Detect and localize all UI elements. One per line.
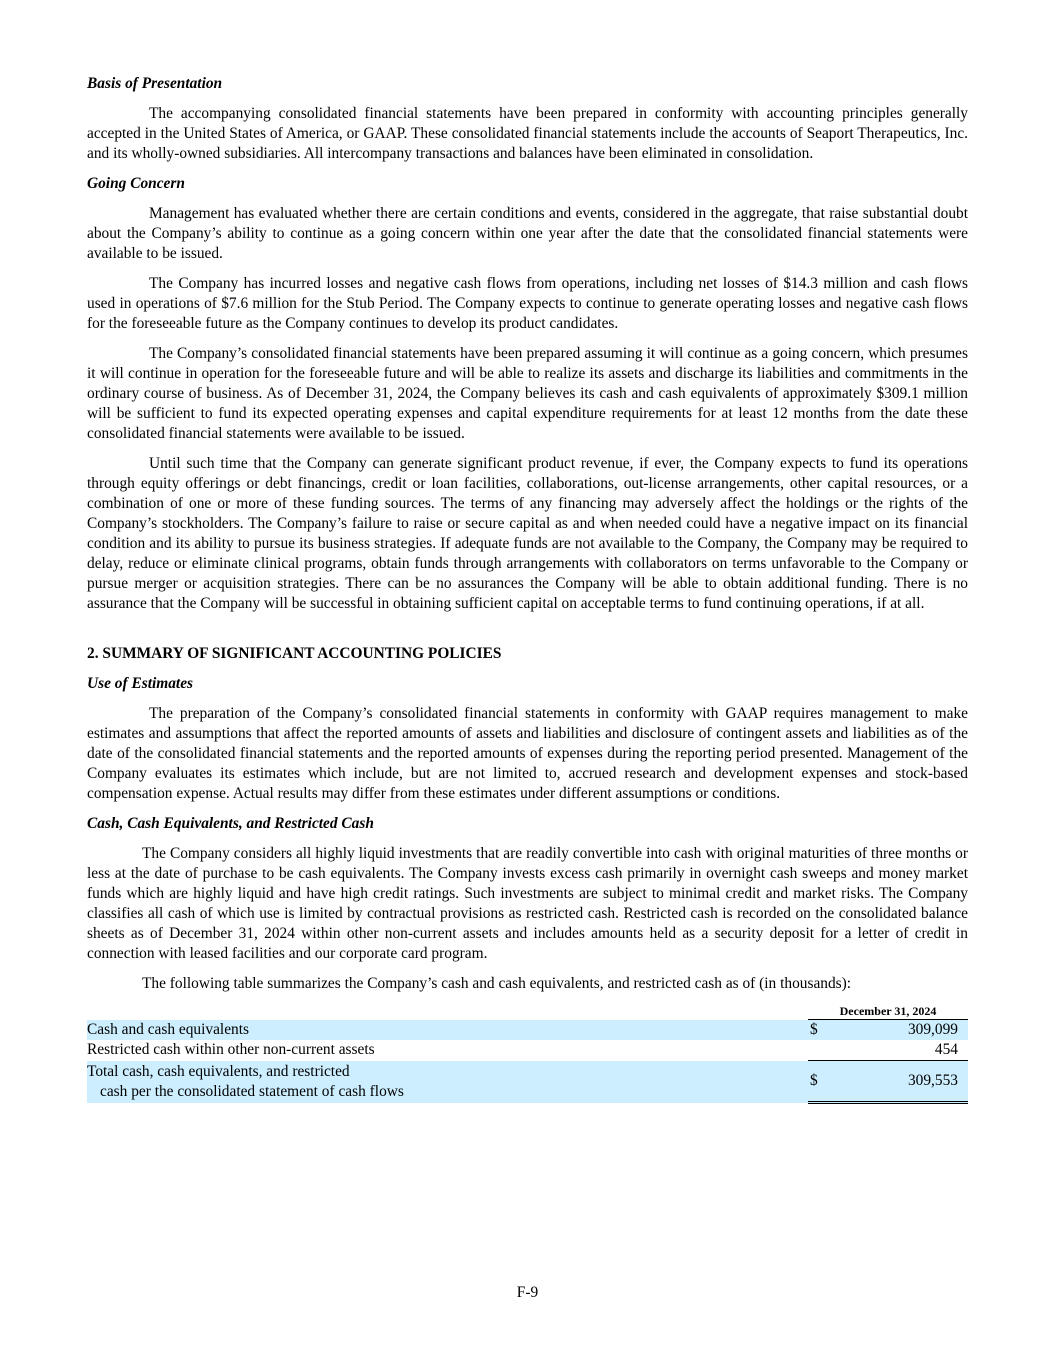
table-row — [87, 1061, 968, 1103]
row-value-restricted-cash: 454 — [830, 1040, 968, 1061]
table-header-row — [87, 1004, 968, 1020]
row-label-total-cash — [87, 1061, 808, 1103]
row-label-cash-equivalents: Cash and cash equivalents — [87, 1020, 808, 1041]
use-of-estimates-paragraph: The preparation of the Company’s consolidated financial statements in conformity with GAAP requires management to make estimates and assumptions that affect the reported amounts of assets and liabilities and disclosure of contingent assets and liabilities as of the date of the consolidated financial statements and the reported amounts of expenses during the reporting period presented. Management of the Company evaluates its estimates which include, but are not limited to, accrued research and development expenses and stock-based compensation expense. Actual results may differ from these estimates under different assumptions or conditions. — [87, 705, 968, 802]
row-label-total-line-1: Total cash, cash equivalents, and restricted — [87, 1062, 350, 1080]
cash-paragraph-1: The Company considers all highly liquid investments that are readily convertible into cash with original maturities of three months or less at the date of purchase to be cash equivalents. The Company invests excess cash primarily in overnight cash sweeps and money market funds which are highly liquid and have high credit ratings. Such investments are subject to minimal credit and market risks. The Company classifies all cash of which use is limited by contractual provisions as restricted cash. Restricted cash is recorded on the consolidated balance sheets as of December 31, 2024 within other non-current assets and includes amounts held as a security deposit for a letter of credit in connection with leased facilities and our corporate card program. — [87, 845, 968, 962]
row-value-cash-equivalents: 309,099 — [830, 1020, 968, 1041]
basis-paragraph: The accompanying consolidated financial statements have been prepared in conformity with accounting principles generally accepted in the United States of America, or GAAP. These consolidated financial statements include the accounts of Seaport Therapeutics, Inc. and its wholly-owned subsidiaries. All intercompany transactions and balances have been eliminated in consolidation. — [87, 105, 968, 162]
row-label-total-line-2: cash per the consolidated statement of cash flows — [100, 1082, 404, 1100]
cash-heading: Cash, Cash Equivalents, and Restricted Cash — [87, 815, 374, 832]
page-number: F-9 — [516, 1284, 539, 1301]
going-concern-heading: Going Concern — [87, 175, 185, 192]
cash-summary-table — [87, 1004, 968, 1104]
currency-symbol: $ — [808, 1020, 830, 1041]
going-concern-paragraph-4: Until such time that the Company can generate significant product revenue, if ever, the Company expects to fund its operations through equity offerings or debt financings, credit or loan facilities, collaborations, out-license arrangements, other capital resources, or a combination of one or more of these funding sources. The terms of any financing may adversely affect the holdings or the rights of the Company’s stockholders. The Company’s failure to raise or secure capital as and when needed could have a negative impact on its financial condition and its ability to pursue its business strategies. If adequate funds are not available to the Company, the Company may be required to delay, reduce or eliminate clinical programs, obtain funds through arrangements with collaborators on terms unfavorable to the Company or pursue merger or acquisition strategies. There can be no assurances the Company will be able to obtain additional funding. There is no assurance that the Company will be successful in obtaining sufficient capital on acceptable terms to fund continuing operations, if at all. — [87, 455, 968, 612]
basis-heading: Basis of Presentation — [87, 75, 223, 92]
use-of-estimates-heading: Use of Estimates — [87, 675, 194, 692]
table-row — [87, 1040, 968, 1061]
currency-symbol — [808, 1040, 830, 1061]
cash-paragraph-2: The following table summarizes the Company’s cash and cash equivalents, and restricted cash as of (in thousands): — [142, 975, 852, 992]
section-2-heading: 2. SUMMARY OF SIGNIFICANT ACCOUNTING POLICIES — [87, 645, 502, 662]
document-page — [87, 74, 968, 1104]
going-concern-paragraph-3: The Company’s consolidated financial statements have been prepared assuming it will continue as a going concern, which presumes it will continue in operation for the foreseeable future and will be able to realize its assets and discharge its liabilities and commitments in the ordinary course of business. As of December 31, 2024, the Company believes its cash and cash equivalents of approximately $309.1 million will be sufficient to fund its expected operating expenses and capital expenditure requirements for at least 12 months from the date these consolidated financial statements were available to be issued. — [87, 345, 968, 442]
row-value-total-cash: 309,553 — [830, 1061, 968, 1103]
table-row — [87, 1020, 968, 1041]
column-header-december-31-2024: December 31, 2024 — [808, 1004, 968, 1020]
row-label-restricted-cash: Restricted cash within other non-current assets — [87, 1041, 375, 1059]
currency-symbol: $ — [808, 1061, 830, 1103]
going-concern-paragraph-2: The Company has incurred losses and negative cash flows from operations, including net losses of $14.3 million and cash flows used in operations of $7.6 million for the Stub Period. The Company expects to continue to generate operating losses and negative cash flows for the foreseeable future as the Company continues to develop its product candidates. — [87, 275, 968, 332]
going-concern-paragraph-1: Management has evaluated whether there are certain conditions and events, considered in the aggregate, that raise substantial doubt about the Company’s ability to continue as a going concern within one year after the date that the consolidated financial statements were available to be issued. — [87, 205, 968, 262]
